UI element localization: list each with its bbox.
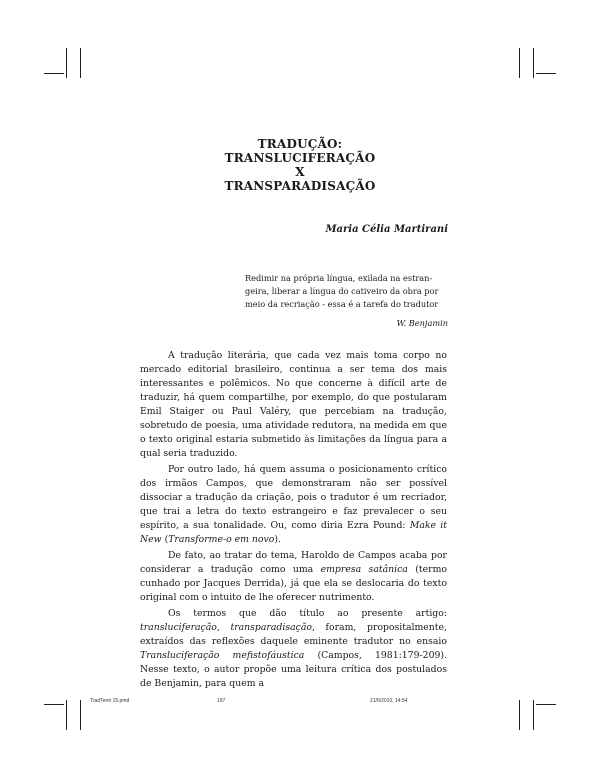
crop-mark	[519, 700, 520, 730]
title-line: X	[295, 165, 305, 179]
article-title	[150, 137, 450, 193]
text-run: ).	[274, 534, 281, 545]
text-run: (	[161, 534, 169, 545]
text-run: (termo cunhado por Jacques Derrida), já que ela se deslocaria do texto original com o intuito de lhe oferecer nutrimento.	[140, 564, 447, 603]
footer-datetime: 21/6/2010, 14:54	[370, 698, 408, 704]
crop-mark	[44, 704, 64, 705]
emphasis: Transforme-o em novo	[168, 534, 275, 545]
crop-mark	[533, 700, 534, 730]
text-run: Os termos que dão título ao presente artigo:	[168, 608, 447, 619]
text-run: ,	[216, 622, 231, 633]
emphasis: Make it New	[140, 520, 447, 545]
text-run: , foram, propositalmente, extraídos das reflexões daquele eminente tradutor no ensaio	[140, 622, 447, 647]
text-run: (Campos, 1981:179-209). Nesse texto, o autor propõe uma leitura crítica dos postulados de Benjamin, para quem a	[140, 650, 447, 689]
crop-mark	[44, 73, 64, 74]
crop-mark	[66, 48, 67, 78]
epigraph-line: meio da recriação - essa é a tarefa do tradutor	[245, 299, 439, 309]
paragraph	[140, 463, 447, 547]
text-run: De fato, ao tratar do tema, Haroldo de Campos acaba por considerar a tradução como uma	[140, 550, 447, 575]
crop-mark	[536, 73, 556, 74]
emphasis: Transluciferação mefistofáustica	[140, 650, 305, 661]
epigraph-attribution: W. Benjamin	[396, 318, 448, 328]
crop-mark	[533, 48, 534, 78]
crop-mark	[80, 700, 81, 730]
paragraph	[140, 607, 447, 691]
epigraph-line: Redimir na própria língua, exilada na estran-	[245, 273, 433, 283]
crop-mark	[536, 704, 556, 705]
emphasis: empresa satânica	[320, 564, 408, 575]
crop-mark	[519, 48, 520, 78]
crop-mark	[66, 700, 67, 730]
paragraph	[140, 549, 447, 605]
title-line: TRADUÇÃO:	[257, 137, 343, 151]
epigraph	[245, 272, 448, 311]
title-line: TRANSPARADISAÇÃO	[224, 179, 376, 193]
emphasis: transparadisação	[230, 622, 313, 633]
emphasis: transluciferação	[140, 622, 217, 633]
paragraph: A tradução literária, que cada vez mais toma corpo no mercado editorial brasileiro, continua a ser tema dos mais interessantes e polêmicos. No que concerne à difícil arte de traduzir, há quem compartilhe, por exemplo, do que postularam Emil Staiger ou Paul Valéry, que percebiam na tradução, sobretudo de poesia, uma atividade redutora, na medida em que o texto original estaria submetido às limitações da língua para a qual seria traduzido.	[140, 350, 447, 459]
epigraph-line: geira, liberar a língua do cativeiro da obra por	[245, 286, 439, 296]
footer-page: 197	[217, 698, 226, 704]
text-run: Por outro lado, há quem assuma o posicionamento crítico dos irmãos Campos, que demonstraram não ser possível dissociar a tradução da criação, pois o tradutor é um recriador, que trai a letra do texto estrangeiro e faz prevalecer o seu espírito, a sua tonalidade. Ou, como diria Ezra Pound:	[140, 464, 447, 531]
title-line: TRANSLUCIFERAÇÃO	[224, 151, 376, 165]
body-text	[140, 349, 447, 691]
author-name: Maria Célia Martirani	[325, 224, 448, 235]
footer-file: TradTerm 15.pmd	[90, 698, 130, 704]
crop-mark	[80, 48, 81, 78]
